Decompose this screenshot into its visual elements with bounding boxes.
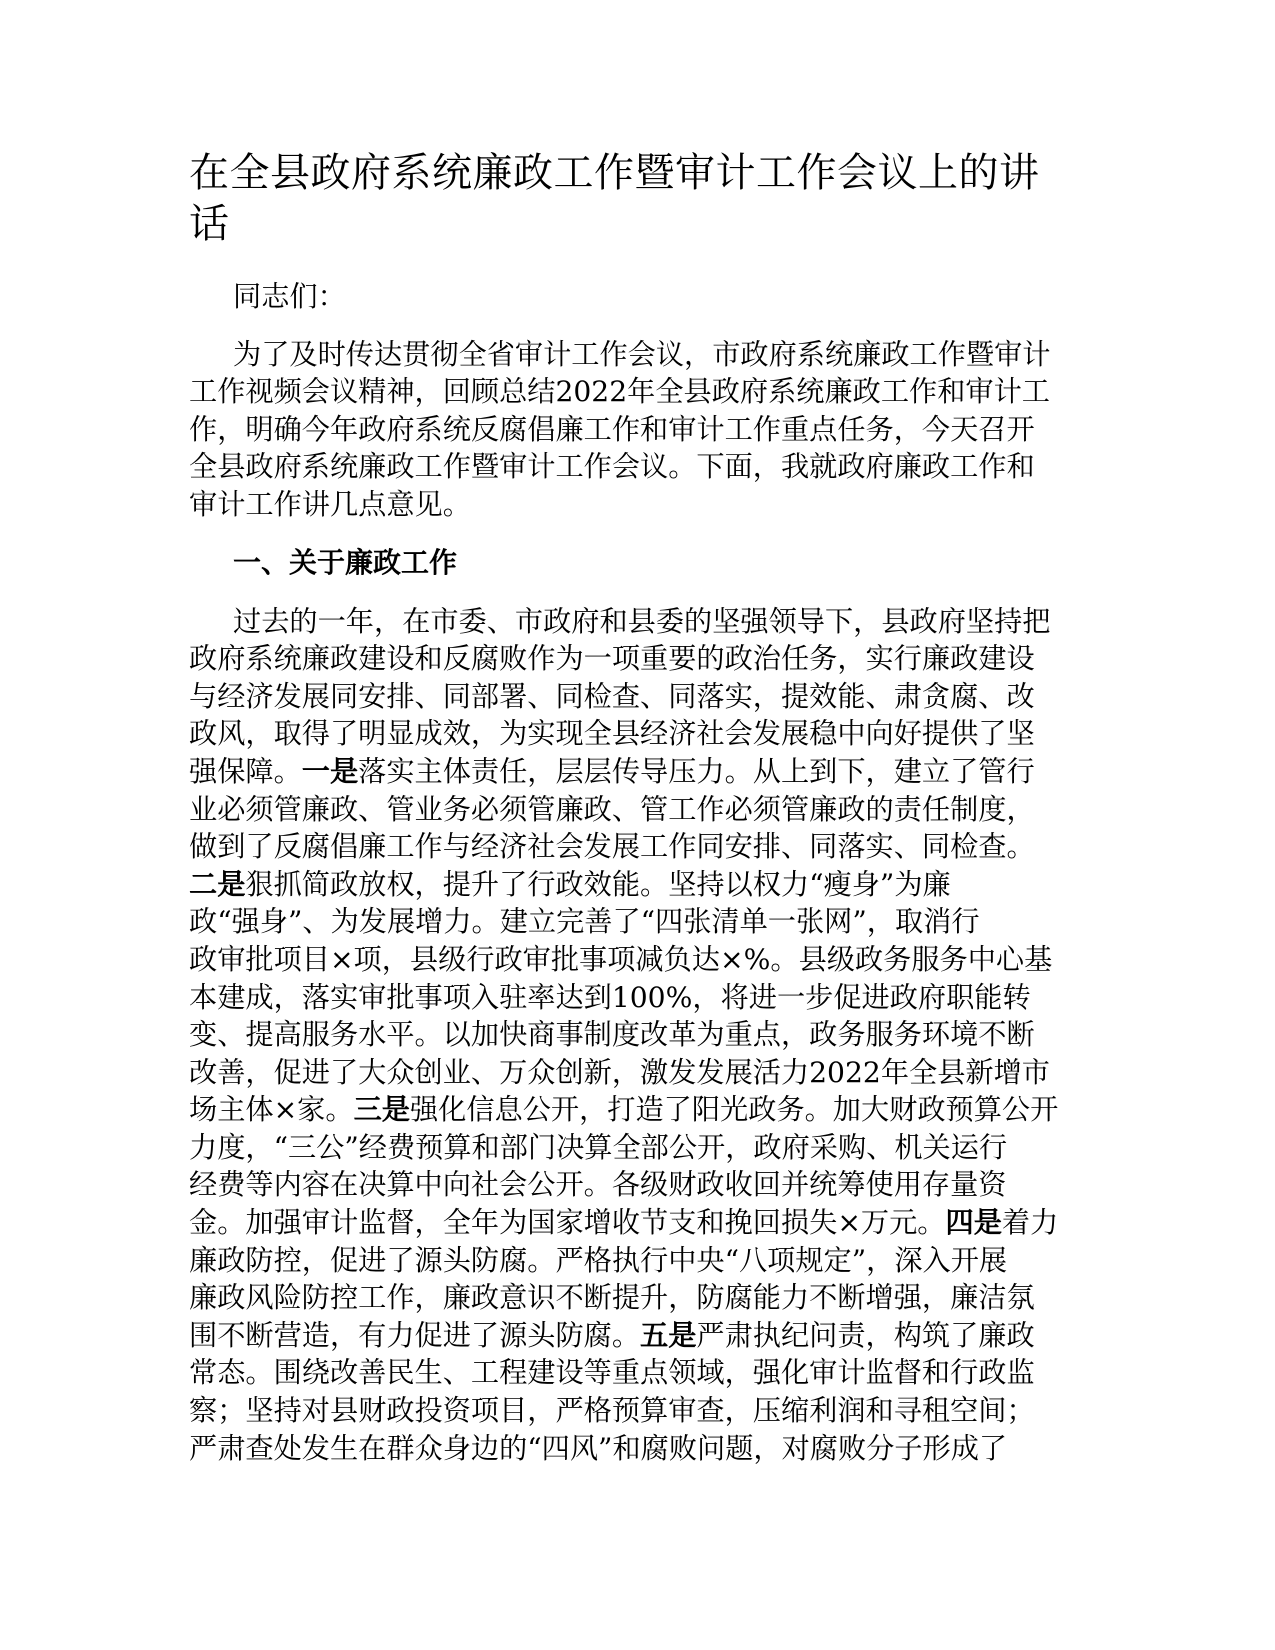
body-line	[189, 1091, 1079, 1129]
body-text: 狠抓简政放权，提升了行政效能。坚持以权力“瘦身”为廉	[245, 867, 951, 901]
body-line: 与经济发展同安排、同部署、同检查、同落实，提效能、肃贪腐、改	[189, 679, 1035, 713]
body-line: 过去的一年，在市委、市政府和县委的坚强领导下，县政府坚持把	[233, 604, 1051, 638]
point-marker: 一是	[301, 754, 359, 788]
body-text: 场主体×家。	[189, 1093, 354, 1127]
body-line	[189, 1204, 1079, 1242]
body-line	[189, 753, 1079, 791]
body-text: 严肃执纪问责，构筑了廉政	[696, 1318, 1035, 1352]
intro-line: 审计工作讲几点意见。	[189, 487, 471, 521]
body-line: 本建成，落实审批事项入驻率达到100%，将进一步促进政府职能转	[189, 980, 1031, 1014]
body-line: 政“强身”、为发展增力。建立完善了“四张清单一张网”，取消行	[189, 905, 980, 939]
point-marker: 二是	[189, 867, 246, 901]
document-title	[189, 148, 1079, 250]
section-heading: 一、关于廉政工作	[233, 545, 458, 579]
intro-line: 为了及时传达贯彻全省审计工作会议，市政府系统廉政工作暨审计	[233, 337, 1051, 371]
point-marker: 三是	[353, 1093, 410, 1127]
salutation-paragraph	[189, 278, 1079, 316]
body-line: 政审批项目×项，县级行政审批事项减负达×%。县级政务服务中心基	[189, 942, 1053, 976]
body-line: 经费等内容在决算中向社会公开。各级财政收回并统筹使用存量资	[189, 1168, 1007, 1202]
body-line: 力度，“三公”经费预算和部门决算全部公开，政府采购、机关运行	[189, 1130, 1008, 1164]
title-line: 在全县政府系统廉政工作暨审计工作会议上的讲	[189, 150, 1040, 196]
body-line: 察；坚持对县财政投资项目，严格预算审查，压缩利润和寻租空间；	[189, 1394, 1035, 1428]
body-line: 廉政风险防控工作，廉政意识不断提升，防腐能力不断增强，廉洁氛	[189, 1281, 1035, 1315]
document-page	[189, 148, 1079, 1487]
body-paragraph	[189, 603, 1079, 1468]
point-marker: 四是	[945, 1206, 1002, 1240]
body-text: 金。加强审计监督，全年为国家增收节支和挽回损失×万元。	[189, 1206, 946, 1240]
body-line: 改善，促进了大众创业、万众创新，激发发展活力2022年全县新增市	[189, 1055, 1050, 1089]
intro-line: 全县政府系统廉政工作暨审计工作会议。下面，我就政府廉政工作和	[189, 450, 1035, 484]
body-text: 着力	[1001, 1206, 1059, 1240]
intro-line: 作，明确今年政府系统反腐倡廉工作和审计工作重点任务，今天召开	[189, 412, 1035, 446]
body-line: 常态。围绕改善民生、工程建设等重点领域，强化审计监督和行政监	[189, 1356, 1035, 1390]
salutation: 同志们：	[233, 280, 346, 313]
body-line: 严肃查处发生在群众身边的“四风”和腐败问题，对腐败分子形成了	[189, 1431, 1008, 1465]
body-text: 强化信息公开，打造了阳光政务。加大财政预算公开	[409, 1093, 1059, 1127]
title-line: 话	[189, 201, 230, 247]
body-line: 廉政防控，促进了源头防腐。严格执行中央“八项规定”，深入开展	[189, 1243, 1008, 1277]
intro-line: 工作视频会议精神，回顾总结2022年全县政府系统廉政工作和审计工	[189, 375, 1050, 409]
body-line: 政府系统廉政建设和反腐败作为一项重要的政治任务，实行廉政建设	[189, 642, 1035, 676]
body-text: 强保障。	[189, 754, 302, 788]
body-line: 业必须管廉政、管业务必须管廉政、管工作必须管廉政的责任制度，	[189, 792, 1035, 826]
body-text: 围不断营造，有力促进了源头防腐。	[189, 1318, 641, 1352]
body-text: 落实主体责任，层层传导压力。从上到下，建立了管行	[358, 754, 1035, 788]
body-line: 政风，取得了明显成效，为实现全县经济社会发展稳中向好提供了坚	[189, 717, 1035, 751]
body-line	[189, 866, 1079, 904]
point-marker: 五是	[640, 1318, 697, 1352]
body-line	[189, 1317, 1079, 1355]
intro-paragraph	[189, 336, 1079, 524]
body-line: 做到了反腐倡廉工作与经济社会发展工作同安排、同落实、同检查。	[189, 830, 1035, 864]
body-line: 变、提高服务水平。以加快商事制度改革为重点，政务服务环境不断	[189, 1018, 1035, 1052]
